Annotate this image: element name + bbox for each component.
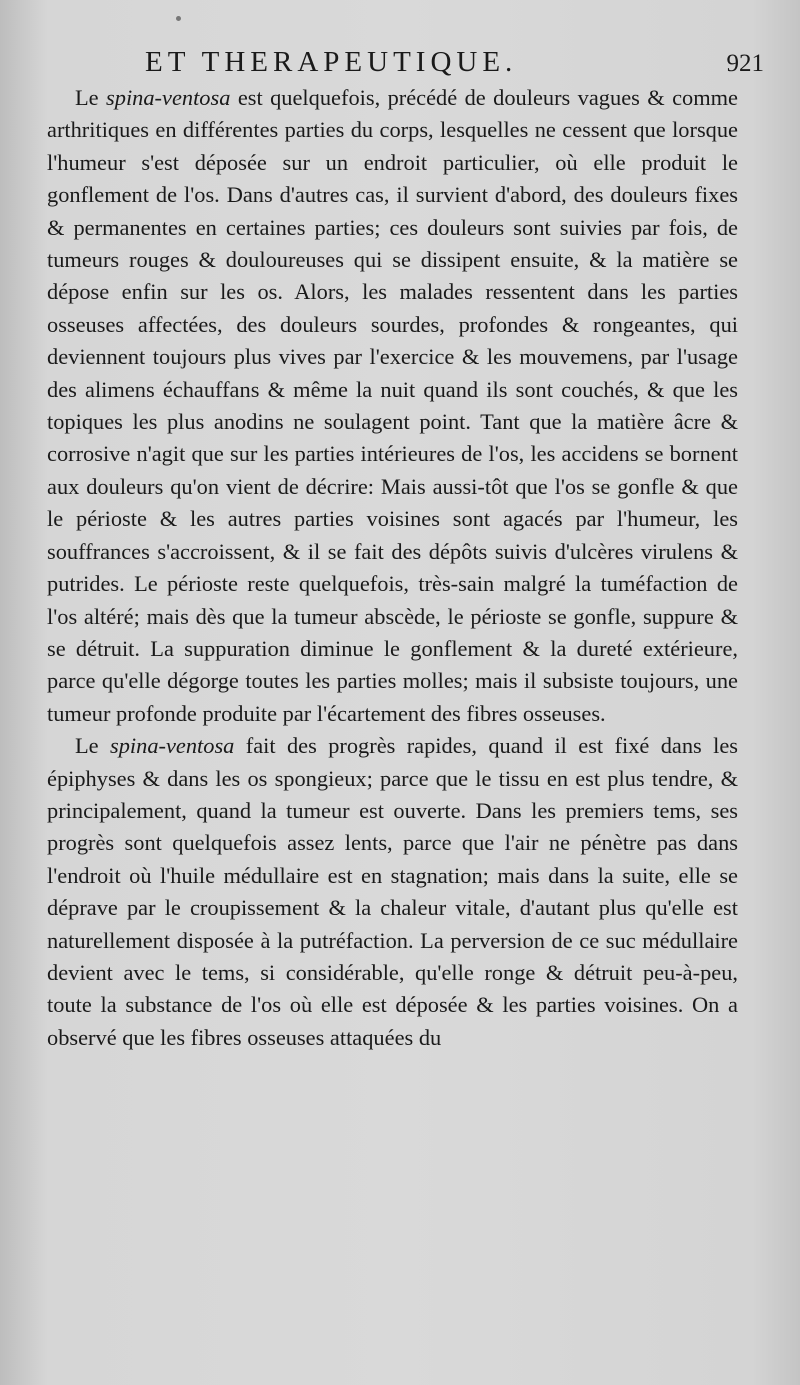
paragraph-1-term: spina-ventosa: [106, 85, 231, 110]
page-number: 921: [726, 50, 764, 77]
paragraph-2-text: fait des progrès rapides, quand il est fixé dans les épiphyses & dans les os spongieux; parce que le tissu en est plus tendre, & principalement, quand la tumeur est ouverte. Dans les premiers tems, ses progrès sont quelquefois assez lents, parce que l'air ne pénètre pas dans l'endroit où l'huile médullaire est en stagnation; mais dans la suite, elle se déprave par le croupissement & la chaleur vitale, d'autant plus qu'elle est naturellement disposée à la putréfaction. La perversion de ce suc médullaire devient avec le tems, si considérable, qu'elle ronge & détruit peu-à-peu, toute la substance de l'os où elle est déposée & les parties voisines. On a observé que les fibres osseuses attaquées du: [47, 733, 738, 1050]
page-header: [0, 44, 800, 84]
paragraph-1-text: est quelquefois, précédé de douleurs vagues & comme arthritiques en différentes parties du corps, lesquelles ne cessent que lorsque l'humeur s'est déposée sur un endroit particulier, où elle produit le gonflement de l'os. Dans d'autres cas, il survient d'abord, des douleurs fixes & permanentes en certaines parties; ces douleurs sont suivies par fois, de tumeurs rouges & douloureuses qui se dissipent ensuite, & la matière se dépose enfin sur les os. Alors, les malades ressentent dans les parties osseuses affectées, des douleurs sourdes, profondes & rongeantes, qui deviennent toujours plus vives par l'exercice & les mouvemens, par l'usage des alimens échauffans & même la nuit quand ils sont couchés, & que les topiques les plus anodins ne soulagent point. Tant que la matière âcre & corrosive n'agit que sur les parties intérieures de l'os, les accidens se bornent aux douleurs qu'on vient de décrire: Mais aussi-tôt que l'os se gonfle & que le périoste & les autres parties voisines sont agacés par l'humeur, les souffrances s'accroissent, & il se fait des dépôts suivis d'ulcères virulens & putrides. Le périoste reste quelquefois, très-sain malgré la tuméfaction de l'os altéré; mais dès que la tumeur abscède, le périoste se gonfle, suppure & se détruit. La suppuration diminue le gonflement & la dureté extérieure, parce qu'elle dégorge toutes les parties molles; mais il subsiste toujours, une tumeur profonde produite par l'écartement des fibres osseuses.: [47, 85, 738, 726]
paragraph-1: [47, 82, 738, 730]
paragraph-2-lead: Le: [75, 733, 110, 759]
running-head: ET THERAPEUTIQUE.: [145, 46, 518, 78]
paragraph-2: [47, 730, 738, 1054]
body-text: [47, 82, 738, 1054]
ink-speck: [176, 16, 181, 21]
paragraph-2-term: spina-ventosa: [110, 733, 235, 759]
paragraph-1-lead: Le: [75, 85, 107, 110]
